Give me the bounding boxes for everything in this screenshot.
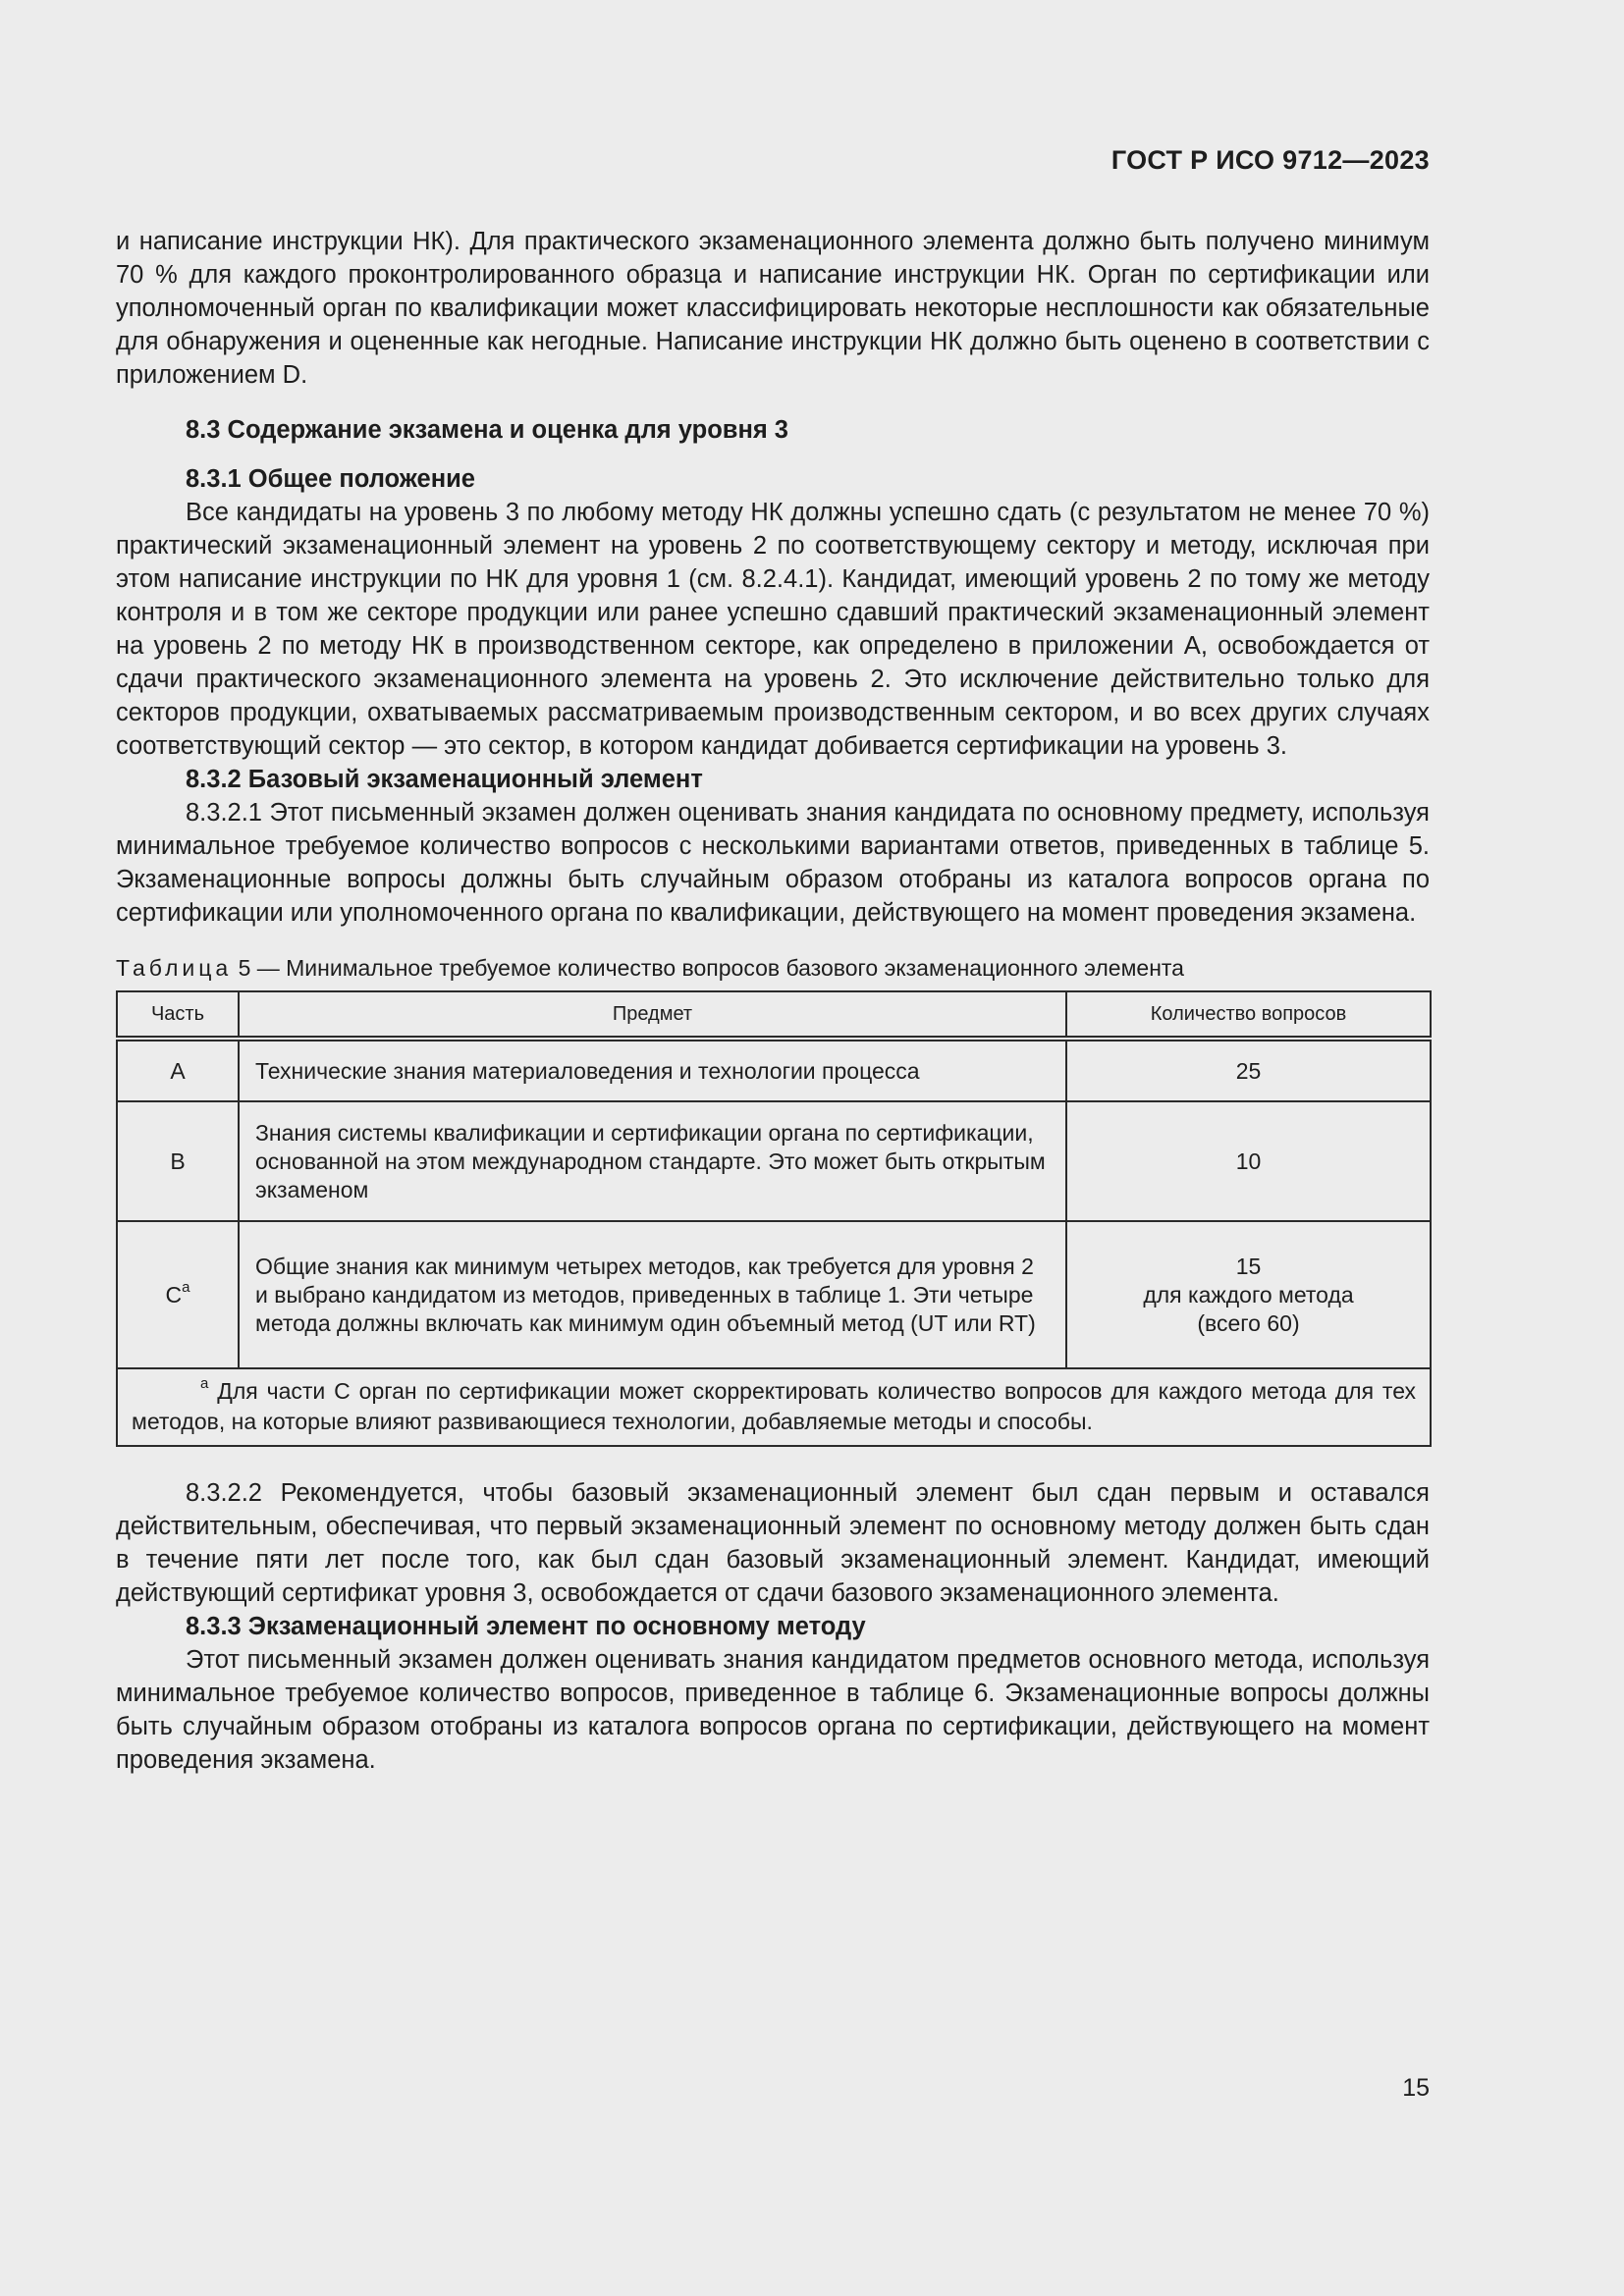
cell-subject: Общие знания как минимум четырех методов, как требуется для уровня 2 и выбрано кандидатом из методов, приведенных в таблице 1. Эти четыре метода должны включать как минимум один объемный метод (UT или RT)	[239, 1221, 1066, 1368]
table-caption-text: 5 — Минимальное требуемое количество вопросов базового экзаменационного элемента	[238, 955, 1184, 981]
paragraph-8-3-2-2: 8.3.2.2 Рекомендуется, чтобы базовый экзаменационный элемент был сдан первым и оставался действительным, обеспечивая, что первый экзаменационный элемент по основному методу должен быть сдан в течение пяти лет после того, как был сдан базовый экзаменационный элемент. Кандидат, имеющий действующий сертификат уровня 3, освобождается от сдачи базового экзаменационного элемента.	[116, 1479, 1430, 1607]
cell-subject: Знания системы квалификации и сертификации органа по сертификации, основанной на этом международном стандарте. Это может быть открытым экзаменом	[239, 1101, 1066, 1221]
column-header-part: Часть	[117, 991, 239, 1039]
footnote-reference: a	[182, 1278, 190, 1296]
section-heading-8-3-1: 8.3.1 Общее положение	[186, 465, 475, 493]
table-row	[117, 1101, 1431, 1221]
cell-part: B	[117, 1101, 239, 1221]
table-caption	[116, 953, 1430, 983]
cell-count-value: 15	[1235, 1253, 1262, 1279]
paragraph-intro: и написание инструкции НК). Для практического экзаменационного элемента должно быть получено минимум 70 % для каждого проконтролированного образца и написание инструкции НК. Орган по сертификации или уполномоченный орган по квалификации может классифицировать некоторые несплошности как обязательные для обнаружения и оцененные как негодные. Написание инструкции НК должно быть оценено в соответствии с приложением D.	[116, 228, 1430, 389]
paragraph-8-3-2-1: 8.3.2.1 Этот письменный экзамен должен оценивать знания кандидата по основному предмету, используя минимальное требуемое количество вопросов с несколькими вариантами ответов, приведенных в таблице 5. Экзаменационные вопросы должны быть случайным образом отобраны из каталога вопросов органа по сертификации или уполномоченного органа по квалификации, действующего на момент проведения экзамена.	[116, 799, 1430, 927]
column-header-count: Количество вопросов	[1066, 991, 1431, 1039]
cell-count: 25	[1066, 1039, 1431, 1101]
cell-count-note: для каждого метода	[1143, 1281, 1354, 1308]
table-5	[116, 990, 1432, 1447]
document-content	[116, 225, 1430, 1777]
section-heading-8-3-3: 8.3.3 Экзаменационный элемент по основному методу	[186, 1613, 866, 1640]
cell-subject: Технические знания материаловедения и технологии процесса	[239, 1039, 1066, 1101]
cell-part	[117, 1221, 239, 1368]
cell-part: A	[117, 1039, 239, 1101]
paragraph-8-3-1: Все кандидаты на уровень 3 по любому методу НК должны успешно сдать (с результатом не менее 70 %) практический экзаменационный элемент на уровень 2 по соответствующему сектору и методу, исключая при этом написание инструкции по НК для уровня 1 (см. 8.2.4.1). Кандидат, имеющий уровень 2 по тому же методу контроля и в том же секторе продукции или ранее успешно сдавший практический экзаменационный элемент на уровень 2 по методу НК в производственном секторе, как определено в приложении А, освобождается от сдачи практического экзаменационного элемента на уровень 2. Это исключение действительно только для секторов продукции, охватываемых рассматриваемым производственным сектором, и во всех других случаях соответствующий сектор — это сектор, в котором кандидат добивается сертификации на уровень 3.	[116, 499, 1430, 760]
cell-part-text: C	[165, 1281, 183, 1308]
table-row	[117, 1039, 1431, 1101]
table-footnote-row	[117, 1368, 1431, 1446]
section-heading-8-3: 8.3 Содержание экзамена и оценка для уровня 3	[186, 416, 788, 444]
table-row	[117, 1221, 1431, 1368]
document-header: ГОСТ Р ИСО 9712—2023	[1110, 145, 1430, 175]
table-caption-label: Таблица	[116, 955, 233, 981]
cell-count	[1066, 1221, 1431, 1368]
footnote-mark: a	[200, 1375, 209, 1393]
footnote-text: Для части С орган по сертификации может скорректировать количество вопросов для каждого метода для тех методов, на которые влияют развивающиеся технологии, добавляемые методы и способы.	[132, 1378, 1416, 1434]
table-header-row	[117, 991, 1431, 1039]
section-heading-8-3-2: 8.3.2 Базовый экзаменационный элемент	[186, 766, 703, 793]
cell-count-total: (всего 60)	[1197, 1309, 1300, 1336]
paragraph-8-3-3: Этот письменный экзамен должен оценивать знания кандидатом предметов основного метода, используя минимальное требуемое количество вопросов, приведенное в таблице 6. Экзаменационные вопросы должны быть случайным образом отобраны из каталога вопросов органа по сертификации, действующего на момент проведения экзамена.	[116, 1646, 1430, 1774]
page-number: 15	[1402, 2074, 1430, 2102]
column-header-subject: Предмет	[239, 991, 1066, 1039]
table-footnote	[117, 1368, 1431, 1446]
cell-count: 10	[1066, 1101, 1431, 1221]
